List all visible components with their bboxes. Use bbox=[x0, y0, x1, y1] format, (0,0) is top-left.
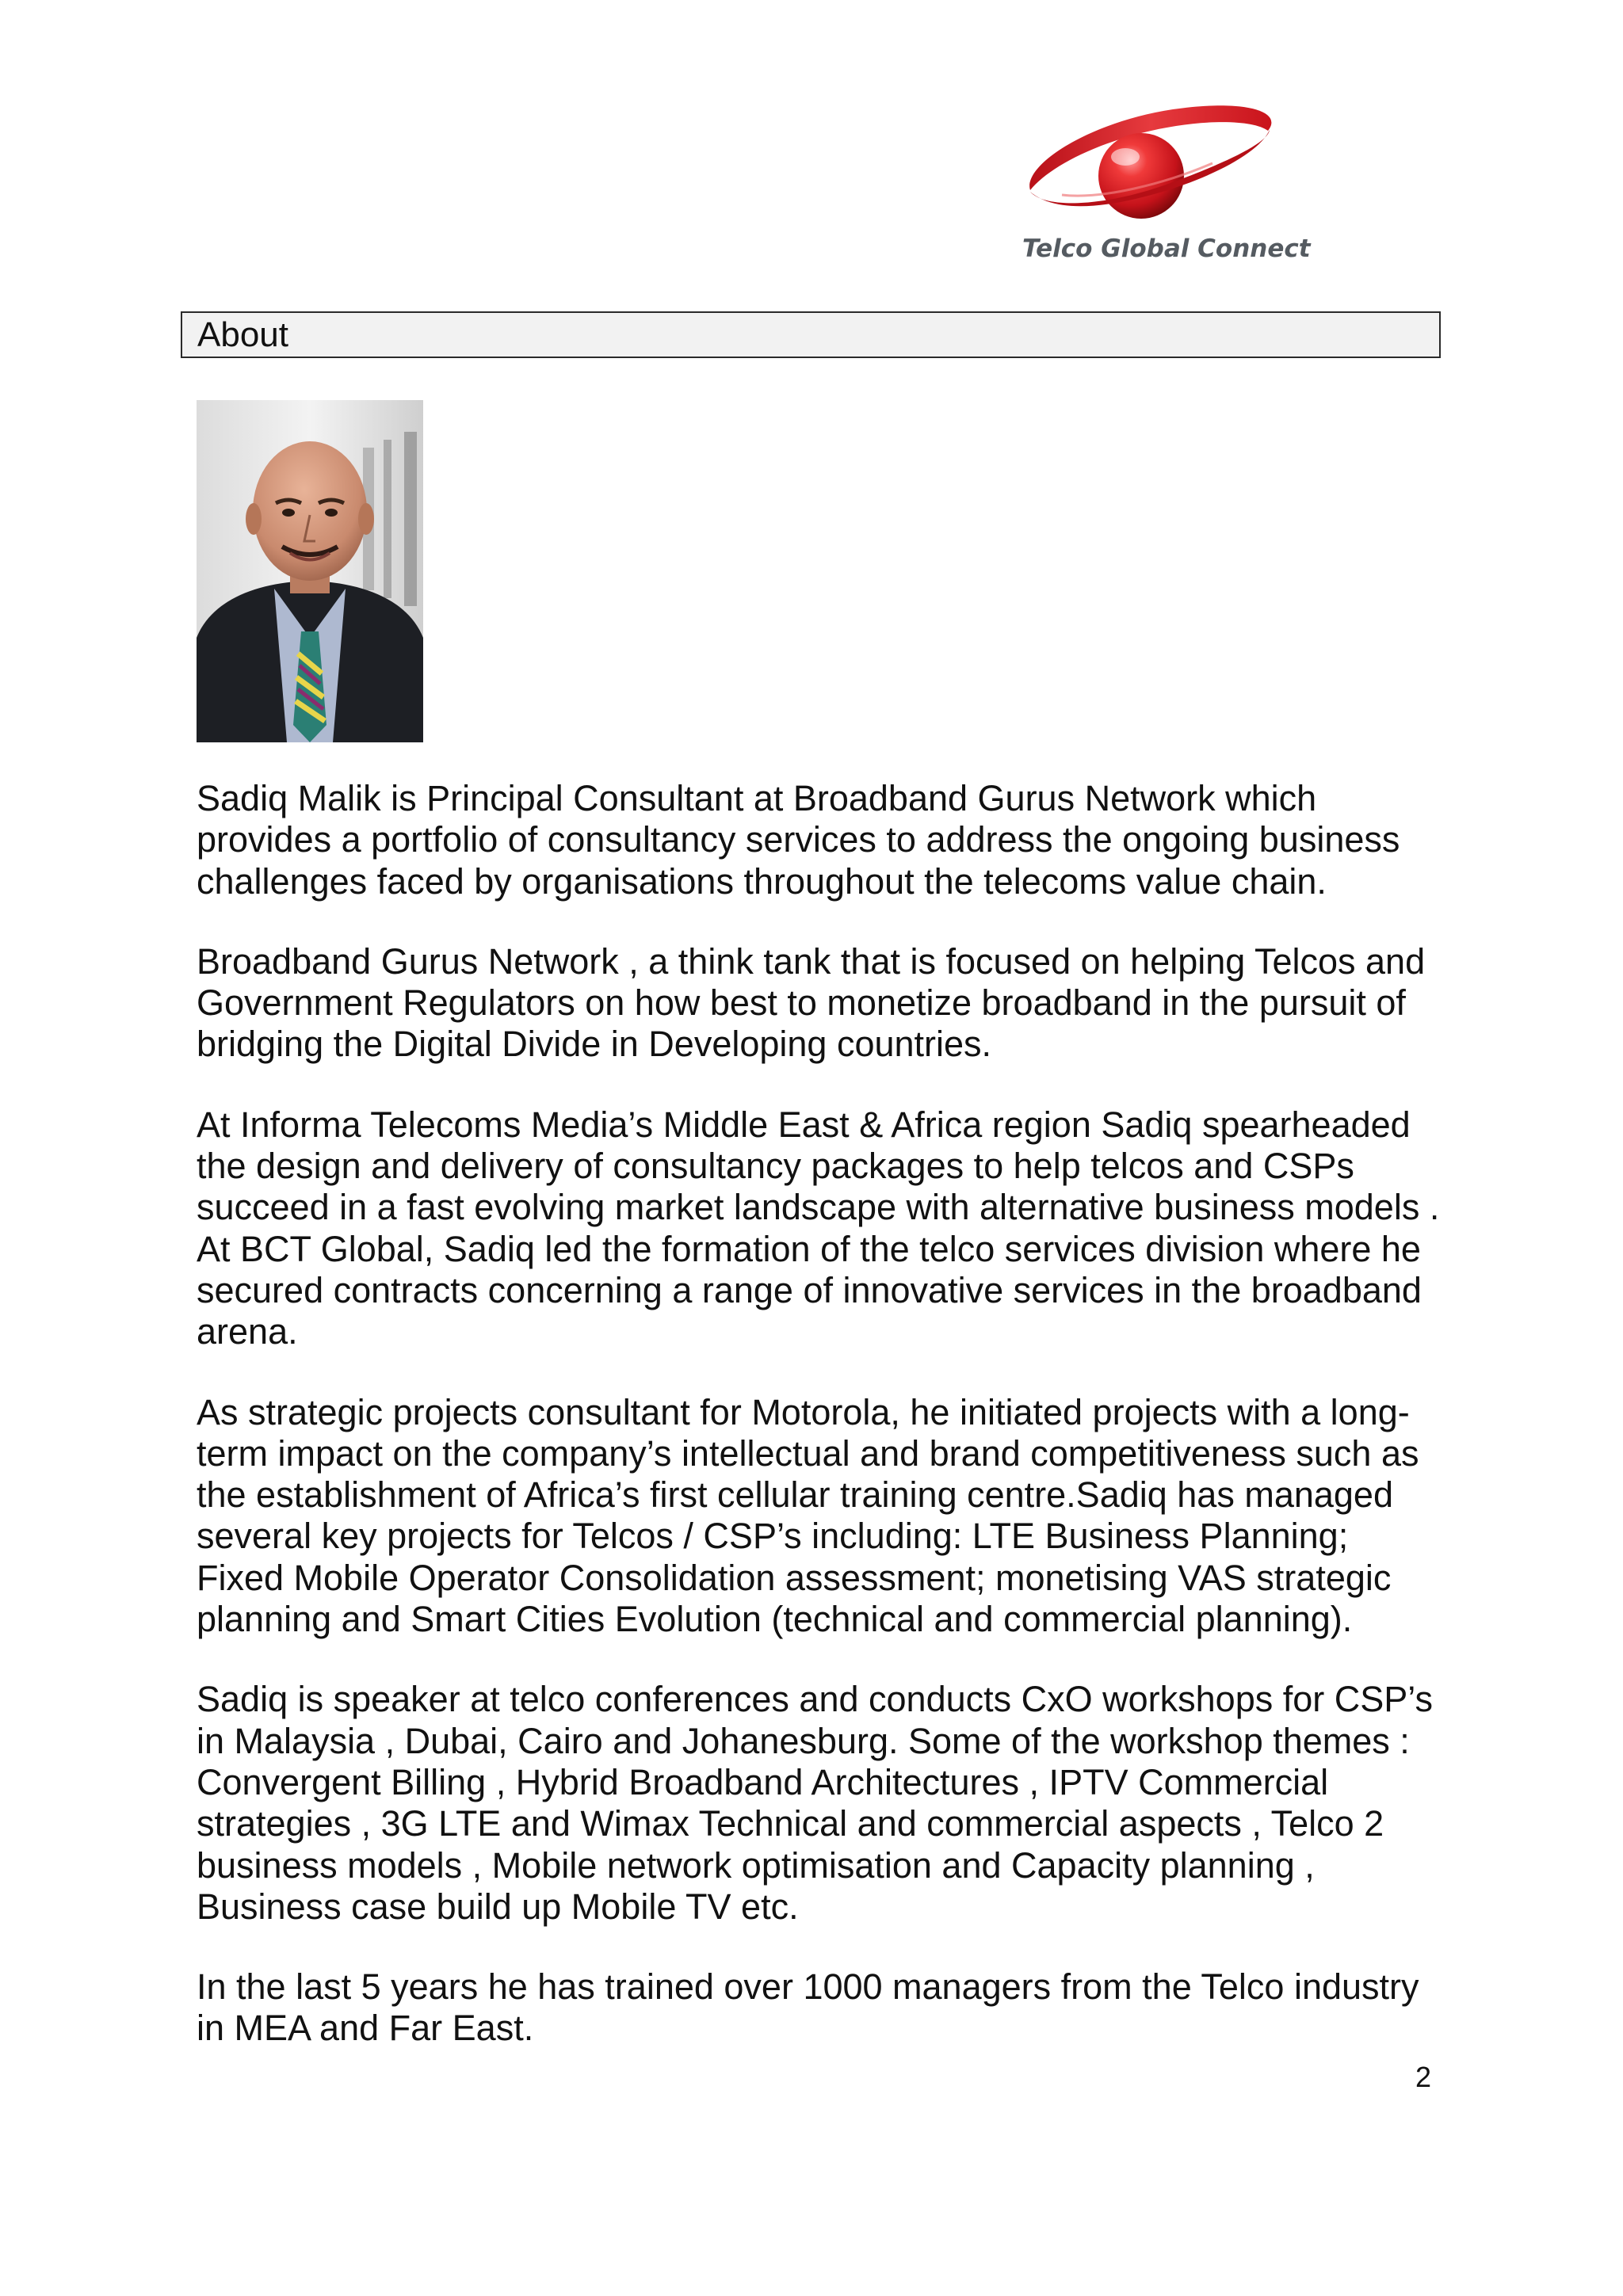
paragraph: Sadiq Malik is Principal Consultant at Broadband Gurus Network which provides a portfolio of consultancy services to address the ongoing business challenges faced by organisations throughout the telecoms value chain. bbox=[197, 778, 1400, 902]
about-body bbox=[197, 778, 1442, 2088]
paragraph: Sadiq is speaker at telco conferences and conducts CxO workshops for CSP’s in Malaysia , Dubai, Cairo and Johanesburg. Some of the workshop themes : Convergent Billing , Hybrid Broadband Architectures , IPTV Commercial strategies , 3G LTE and Wimax Technical and commercial aspects , Telco 2 business models , Mobile network optimisation and Capacity planning , Business case build up Mobile TV etc. bbox=[197, 1679, 1433, 1927]
section-title: About bbox=[181, 311, 1441, 358]
telco-global-connect-logo bbox=[1014, 95, 1311, 269]
paragraph: At Informa Telecoms Media’s Middle East & Africa region Sadiq spearheaded the design and delivery of consultancy packages to help telcos and CSPs succeed in a fast evolving market landscape with alternative business models . At BCT Global, Sadiq led the formation of the telco services division where he secured contracts concerning a range of innovative services in the broadband arena. bbox=[197, 1104, 1440, 1352]
logo-orbit-icon bbox=[1014, 95, 1284, 238]
paragraph: In the last 5 years he has trained over 1000 managers from the Telco industry in MEA and Far East. bbox=[197, 1966, 1419, 2049]
logo-text: Telco Global Connect bbox=[1022, 235, 1311, 263]
paragraph: Broadband Gurus Network , a think tank that is focused on helping Telcos and Government Regulators on how best to monetize broadband in the pursuit of bridging the Digital Divide in Developing countries. bbox=[197, 940, 1426, 1065]
paragraph: As strategic projects consultant for Motorola, he initiated projects with a long-term impact on the company’s intellectual and brand competitiveness such as the establishment of Africa’s first cellular training centre.Sadiq has managed several key projects for Telcos / CSP’s including: LTE Business Planning; Fixed Mobile Operator Consolidation assessment; monetising VAS strategic planning and Smart Cities Evolution (technical and commercial planning). bbox=[197, 1391, 1419, 1640]
page-number: 2 bbox=[1415, 2061, 1431, 2093]
profile-photo bbox=[197, 400, 423, 742]
